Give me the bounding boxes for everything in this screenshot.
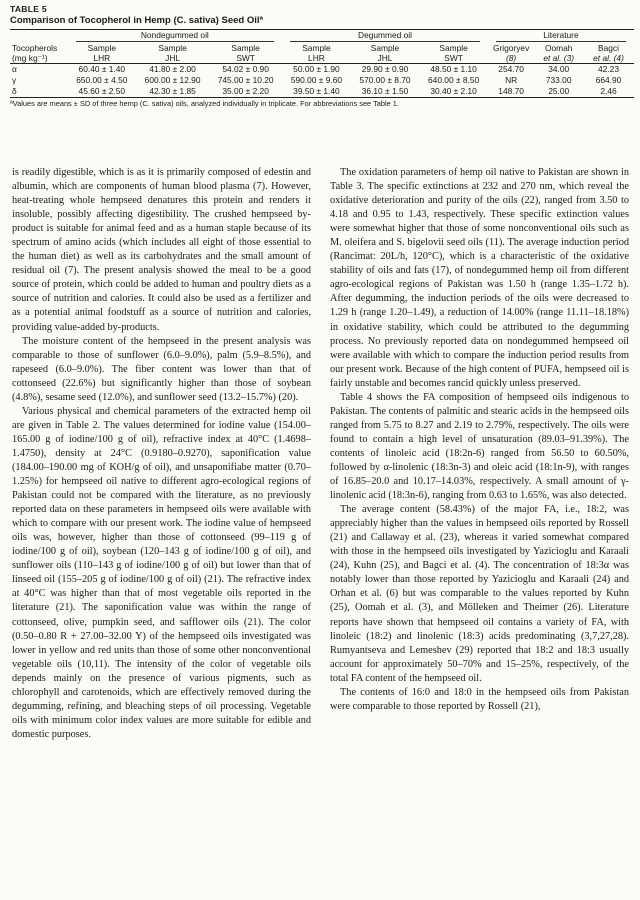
column-header: LHR (93, 53, 111, 63)
table-cell: 42.23 (598, 64, 619, 74)
table-footnote: ªValues are means ± SD of three hemp (C. sativa) oils, analyzed individually in triplicate. For abbreviations see Table 1. (10, 99, 399, 108)
table-cell: 600.00 ± 12.90 (144, 75, 201, 85)
column-header: Sample (231, 43, 260, 53)
table-cell: 640.00 ± 8.50 (428, 75, 480, 85)
table-row (10, 75, 634, 86)
table-title: Comparison of Tocopherol in Hemp (C. sativa) Seed Oilª (10, 15, 264, 26)
column-header-row-1 (10, 43, 634, 53)
table-cell: 254.70 (498, 64, 524, 74)
column-header: Sample (370, 43, 400, 53)
table-cell: 41.80 ± 2.00 (149, 64, 196, 74)
table-cell: 148.70 (498, 86, 524, 96)
table-cell: 45.60 ± 2.50 (78, 86, 126, 96)
table-cell: 39.50 ± 1.40 (293, 86, 340, 96)
table-bottom-rule (10, 97, 634, 98)
table-cell: 34.00 (548, 64, 570, 74)
table-cell: 745.00 ± 10.20 (217, 75, 274, 85)
body-paragraph: is readily digestible, which is as it is primarily composed of edestin and albumin, which are components of human blood plasma (7). However, heat-treating whole hempseed denatures this protein and renders it insoluble, possibly affecting digestibility. The crushed hempseed by-product is suitable for animal feed and as a human staple because of its spectrum of amino acids (which includes all eight of those essential to the human diet) as well as its carbohydrates and the small amount of residual oil (7). The present analysis showed the meal to be a good source of protein, which could be added to human and poultry diets as a source of nutrition and calories. It could also be used as a fertilizer and as a potential animal foodstuff as a source of nutrition and calories, providing value-added by-products. (12, 167, 311, 333)
column-header: Bagci (598, 43, 619, 53)
column-header: Sample (158, 43, 187, 53)
body-paragraph: The contents of 16:0 and 18:0 in the hempseed oils from Pakistan were comparable to those reported by Rossell (21), (330, 686, 629, 712)
table-cell: δ (12, 86, 17, 96)
table-cell: 30.40 ± 2.10 (430, 86, 477, 96)
group-header-nondegummed: Nondegummed oil (76, 30, 275, 42)
left-text-column (12, 166, 311, 742)
tocopherol-table-block (10, 4, 634, 108)
tocopherol-table (10, 30, 634, 97)
body-paragraph: Various physical and chemical parameters of the extracted hemp oil are given in Table 2. The values determined for iodine value (154.00–165.00 g of iodine/100 g of oil), refractive index at 40°C (1.4698–1.4750), density at 24°C (0.9180–0.9270), saponification value (184.00–190.00 mg of KOH/g of oil), and unsaponifiabe matter (0.70–1.25%) for hempseed oil native to different agro-ecological regions of Pakistan could not be compared with the literature, as no previously reported data on these parameters in hempseed oils were available with which to compare with our present work. The iodine value of hempseed oils was, however, higher than those of cottonseed (99–119 g of iodine/100 g of oil), soybean (120–143 g of iodine/100 g of oil), and sunflower oils (110–143 g of iodine/100 g of oil) but lower than that of linseed oil (155–205 g of iodine/100 g of oil) (21). The refractive index at 40°C was higher than that of most vegetable oils reported in the literature (21). The saponification value was within the range of cottonseed, olive, pumpkin seed, and safflower oils (21). The color (0.50–0.80 R + 27.00–32.00 Y) of the hempseed oils investigated was lower in yellow and red units than those of some other nonconventional vegetable oils (10,11). The intensity of the color of vegetable oils depends mainly on the presence of various pigments, such as chlorophyll and carotenoids, which are effectively removed during the degumming, refining, and bleaching steps of oil processing. Vegetable oils with minimum color index values are more suitable for edible and domestic purposes. (12, 405, 311, 740)
column-header: Sample (302, 43, 331, 53)
table-label: TABLE 5 (10, 4, 47, 14)
table-cell: 29.90 ± 0.90 (361, 64, 409, 74)
column-header: Grigoryev (492, 43, 530, 53)
table-cell: 664.90 (595, 75, 622, 85)
column-header: Sample (87, 43, 116, 53)
table-cell: 54.02 ± 0.90 (222, 64, 269, 74)
table-cell: 48.50 ± 1.10 (430, 64, 477, 74)
table-cell: 35.00 ± 2.20 (222, 86, 269, 96)
table-cell: 42.30 ± 1.85 (149, 86, 196, 96)
table-cell: 50.00 ± 1.90 (293, 64, 340, 74)
table-cell: 2.46 (600, 86, 617, 96)
table-row (10, 86, 634, 97)
column-header: SWT (444, 53, 463, 63)
column-header: (mg kg⁻¹) (12, 53, 48, 63)
body-paragraph: Table 4 shows the FA composition of hempseed oils indigenous to Pakistan. The contents of palmitic and stearic acids in the hempseed oils ranged from 5.75 to 8.27 and 2.19 to 2.79%, respectively. The oils were found to contain a high level of unsaturation (89.03–91.39%). The contents of linoleic acid (18:2n-6) ranged from 56.50 to 60.50%, followed by α-linolenic (18:3n-3) and oleic acid (18:1n-9), with ranges of 16.85–20.0 and 10.17–14.03%, respectively. A small amount of γ-linolenic acid (18:3n-6), ranging from 0.63 to 1.65%, was also detected. (330, 391, 629, 502)
column-header: (8) (505, 53, 517, 63)
group-header-degummed: Degummed oil (290, 30, 480, 42)
column-header: et al. (4) (593, 53, 624, 63)
body-paragraph: The average content (58.43%) of the major FA, i.e., 18:2, was appreciably higher than the values in hempseed oils reported by Rossell (21) and Callaway et al. (23), whereas it varied somewhat compared with those in the hempseed oils investigated by Yazicioglu and Karaali (24), Kuhn (25), and Bagci et al. (4). The concentration of 18:3α was notably lower than those reported by Yazicioglu and Karaali (24) and Orhan et al. (6) but was comparable to the values reported by Kuhn (25), Oomah et al. (3), and Mölleken and Theimer (26). Literature reports have shown that hempseed oil contains a variety of FA, with linoleic (18:2) and linolenic (18:3) acids predominating (3,7,27,28). Rumyantseva and Lemeshev (29) reported that 18:2 and 18:3 usually account for approximately 50–70% and 15–25%, respectively, of the total FA content of the hempseed oil. (330, 504, 629, 684)
column-header-row-2 (10, 53, 634, 63)
table-cell: 570.00 ± 8.70 (359, 75, 411, 85)
column-header: Sample (439, 43, 468, 53)
table-cell: 650.00 ± 4.50 (76, 75, 128, 85)
column-header: SWT (236, 53, 255, 63)
table-cell: 60.40 ± 1.40 (78, 64, 126, 74)
column-header: et al. (3) (543, 53, 575, 63)
table-cell: 25.00 (548, 86, 570, 96)
table-cell: γ (12, 75, 17, 85)
group-header-literature: Literature (496, 30, 626, 42)
column-header: LHR (308, 53, 325, 63)
body-paragraph: The oxidation parameters of hemp oil native to Pakistan are shown in Table 3. The specific extinctions at 232 and 270 nm, which reveal the oxidative deterioration and purity of the oils (22), ranged from 3.50 to 4.18 and 0.95 to 1.43, respectively. These specific extinction values were somewhat higher that those of some nonconventional oils such as M. oleifera and S. bigelovii seed oils (11). The average induction period (Rancimat: 20L/h, 120°C), which is a characteristic of the oxidative stability of oils and fats (17), of nondegummed hemp oil from different agro-ecological regions of Pakistan was 1.50 h (range 1.35–1.72 h). After degumming, the induction periods of the oils were decreased to 1.29 h (range 1.20–1.49), a reduction of 14.00% (range 11.11–18.18%) in oxidative stability, which could be attributed to the degumming process. No previously reported data on nondegummed hempseed oil were available with which to compare the induction period results from our present work. Because of the high content of PUFA, hempseed oil is fairly unstable and becomes rancid quickly unless preserved. (330, 167, 629, 389)
table-cell: NR (505, 75, 518, 85)
table-cell: 36.10 ± 1.50 (361, 86, 409, 96)
table-cell: 733.00 (545, 75, 572, 85)
table-cell: 590.00 ± 9.60 (290, 75, 343, 85)
column-header: JHL (165, 53, 181, 63)
column-header: Oomah (544, 43, 573, 53)
table-row (10, 64, 634, 75)
right-text-column (330, 166, 629, 714)
column-header: Tocopherols (12, 43, 58, 53)
table-cell: α (12, 64, 17, 74)
body-paragraph: The moisture content of the hempseed in the present analysis was comparable to those of sunflower (6.0–9.0%), palm (5.9–8.5%), and rapeseed (6.0–9.0%). The fiber content was lower than that of cottonseed (22.6%) but significantly higher than those of soybean (4.8%), sesame seed (12.0%), and sunflower seed (13.2–15.7%) (20). (12, 335, 311, 403)
column-header: JHL (377, 53, 393, 63)
